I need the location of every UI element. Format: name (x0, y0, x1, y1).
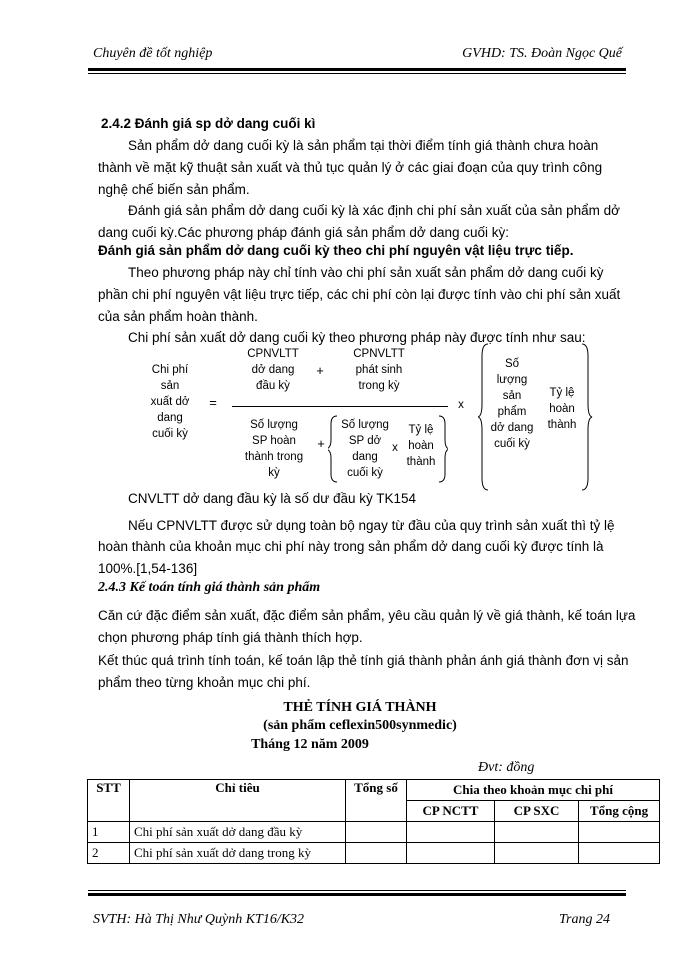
formula-rhs-b: Tỷ lệ hoàn thành (547, 387, 577, 431)
header-left: Chuyên đề tốt nghiệp (93, 46, 213, 61)
formula-den-b: Số lượng SP dở dang cuối kỳ (341, 419, 389, 479)
formula-den-c: Tỷ lệ hoàn thành (406, 424, 436, 468)
row-chi-tieu: Chi phí sản xuất dở dang trong kỳ (130, 843, 346, 864)
formula-den-plus: + (317, 436, 325, 451)
card-title: THẺ TÍNH GIÁ THÀNH (283, 700, 437, 715)
s242-p4: Chi phí sản xuất dở dang cuối kỳ theo phương pháp này được tính như sau: (128, 330, 586, 345)
header-rule-thin (88, 73, 626, 74)
formula-num-plus: + (316, 363, 324, 378)
card-unit: Đvt: đồng (478, 760, 535, 775)
cost-table (87, 779, 660, 864)
s243-p2-l2: phẩm theo từng khoản mục chi phí. (98, 675, 311, 690)
card-period: Tháng 12 năm 2009 (251, 737, 369, 752)
formula-fraction-bar (232, 406, 448, 407)
after-p-l1: Nếu CPNVLTT được sử dụng toàn bộ ngay từ đầu của quy trình sản xuất thì tỷ lệ (128, 518, 615, 533)
s242-p1-l3: nghệ chế biến sản phẩm. (98, 182, 250, 197)
formula-den-braces (328, 414, 448, 484)
table-row (88, 822, 660, 843)
footer-rule-thin (88, 890, 626, 891)
row-stt: 2 (88, 843, 130, 864)
section-243-heading: 2.4.3 Kế toán tính giá thành sản phẩm (98, 580, 321, 595)
s242-p3-l2: phần chi phí nguyên vật liệu trực tiếp, các chi phí còn lại được tính vào chi phí sản xuất (98, 287, 621, 302)
s242-p2-l1: Đánh giá sản phẩm dở dang cuối kỳ là xác định chi phí sản xuất của sản phẩm dở (128, 203, 621, 218)
section-242-heading: 2.4.2 Đánh giá sp dở dang cuối kì (101, 116, 316, 131)
s242-p1-l2: thành về mặt kỹ thuật sản xuất và thủ tục quản lý ở các giai đoạn của quy trình công (98, 160, 603, 175)
row-chi-tieu: Chi phí sản xuất dở dang đầu kỳ (130, 822, 346, 843)
formula-times: x (458, 399, 464, 411)
th-stt: STT (88, 780, 130, 822)
s242-bold-heading: Đánh giá sản phẩm dở dang cuối kỳ theo chi phí nguyên vật liệu trực tiếp. (98, 243, 574, 258)
th-cp-sxc: CP SXC (495, 801, 579, 822)
after-p-l2: hoàn thành của khoản mục chi phí này trong sản phẩm dở dang cuối kỳ được tính là (98, 539, 604, 554)
formula-equals: = (209, 395, 217, 410)
table-header-row (88, 780, 660, 801)
formula-den-a: Số lượng SP hoàn thành trong kỳ (244, 419, 304, 479)
header-right: GVHD: TS. Đoàn Ngọc Quế (462, 46, 622, 61)
card-subtitle: (sản phẩm ceflexin500synmedic) (263, 718, 457, 733)
th-group: Chia theo khoản mục chi phí (407, 780, 660, 801)
header-rule-thick (88, 68, 626, 71)
s243-p2-l1: Kết thúc quá trình tính toán, kế toán lập thẻ tính giá thành phản ánh giá thành đơn vị sản (98, 653, 629, 668)
s243-p1-l1: Căn cứ đặc điểm sản xuất, đặc điểm sản phẩm, yêu cầu quản lý về giá thành, kế toán lựa (98, 608, 636, 623)
s242-p3-l3: của sản phẩm hoàn thành. (98, 309, 258, 324)
table-row (88, 843, 660, 864)
footer-right: Trang 24 (559, 912, 610, 927)
formula-den-times: x (392, 442, 398, 454)
s242-p2-l2: dang cuối kỳ.Các phương pháp đánh giá sản phẩm dở dang cuối kỳ: (98, 225, 510, 240)
footer-left: SVTH: Hà Thị Như Quỳnh KT16/K32 (93, 912, 305, 927)
after-p-l3: 100%.[1,54-136] (98, 561, 198, 576)
formula-rhs-a: Số lượng sản phẩm dở dang cuối kỳ (490, 358, 534, 450)
th-tong-so: Tổng số (346, 780, 407, 822)
footer-rule-thick (88, 893, 626, 896)
formula-note: CNVLTT dở dang đầu kỳ là số dư đầu kỳ TK154 (128, 491, 417, 506)
s242-p3-l1: Theo phương pháp này chỉ tính vào chi phí sản xuất sản phẩm dở dang cuối kỳ (128, 265, 604, 280)
formula-num-b: CPNVLTT phát sinh trong kỳ (353, 348, 405, 392)
formula-num-a: CPNVLTT dở dang đầu kỳ (247, 348, 299, 392)
row-stt: 1 (88, 822, 130, 843)
th-chi-tieu: Chỉ tiêu (130, 780, 346, 822)
th-tong-cong: Tổng cộng (579, 801, 660, 822)
s242-p1-l1: Sản phẩm dở dang cuối kỳ là sản phẩm tại thời điểm tính giá thành chưa hoàn (128, 138, 599, 153)
formula-lhs: Chi phí sản xuất dở dang cuối kỳ (150, 364, 190, 440)
s243-p1-l2: chọn phương pháp tính giá thành thích hợp. (98, 630, 363, 645)
th-cp-ncct: CP NCTT (407, 801, 495, 822)
